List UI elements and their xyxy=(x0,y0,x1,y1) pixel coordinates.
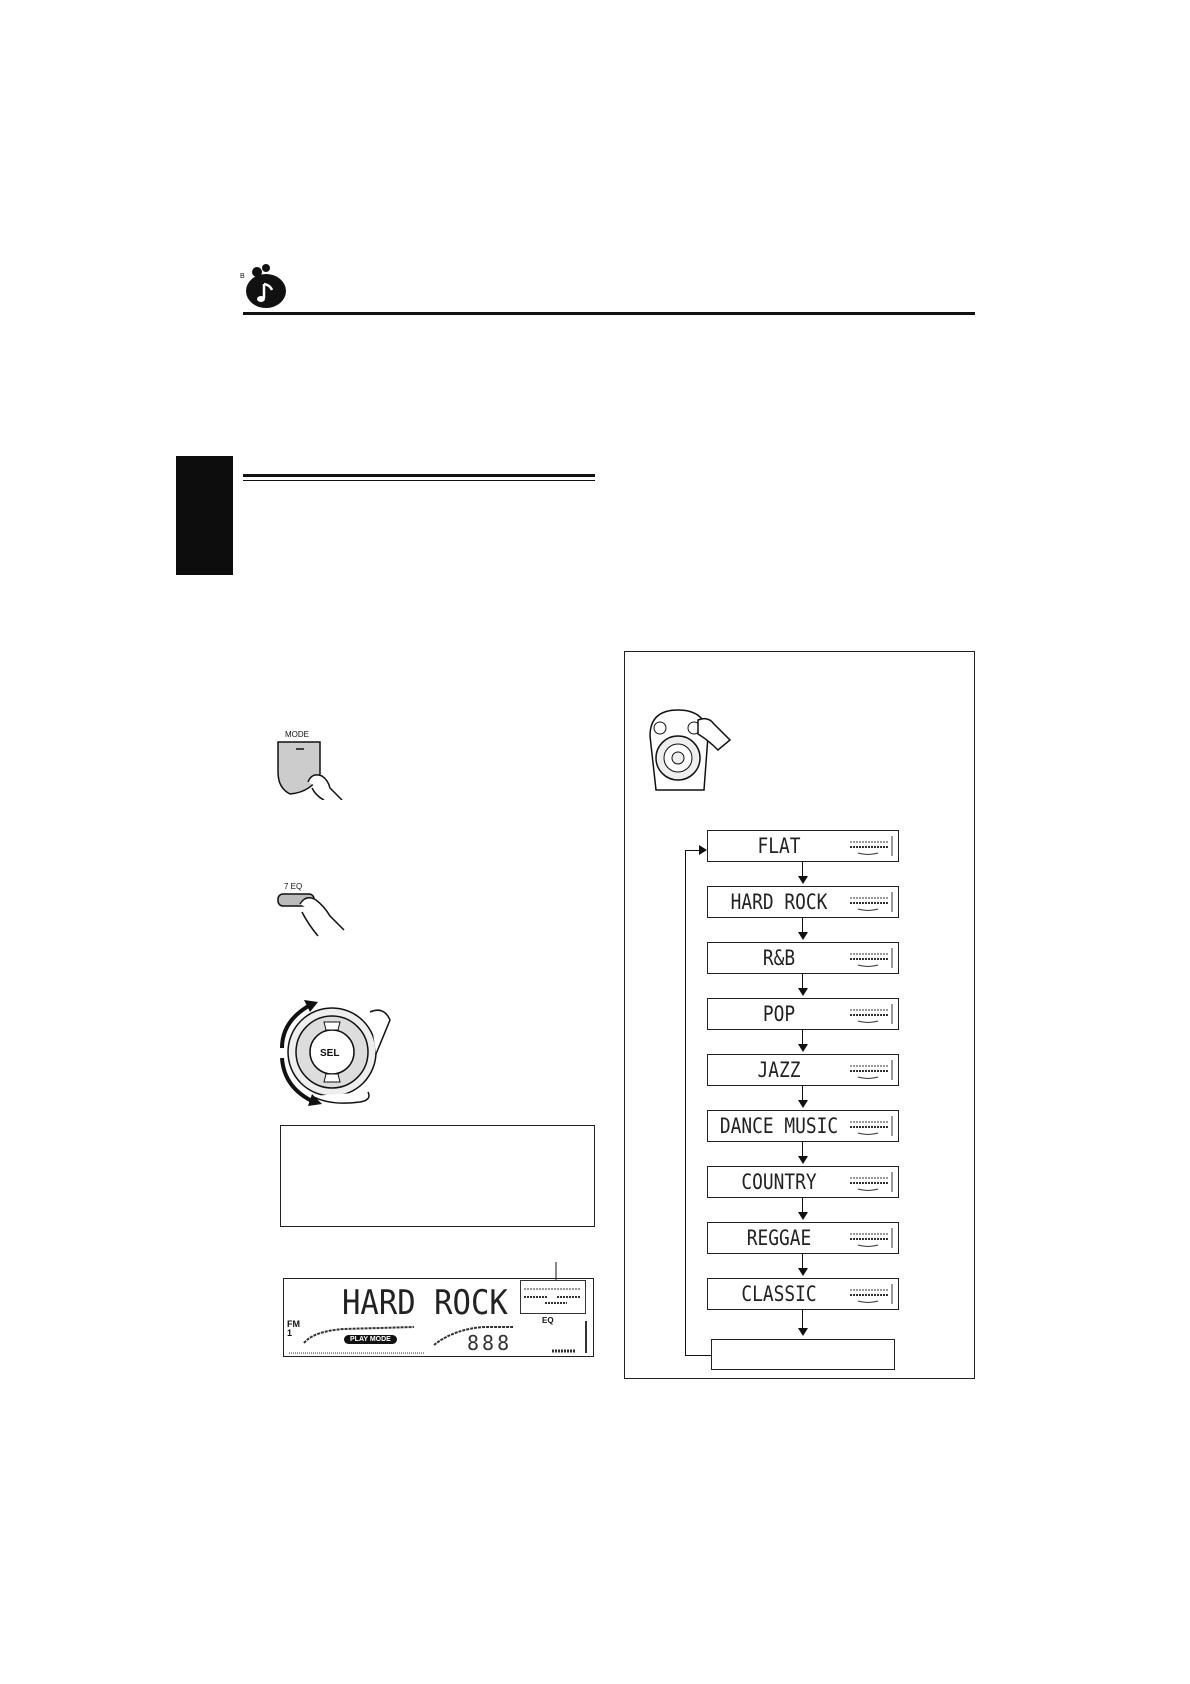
down-arrow-icon xyxy=(798,1212,808,1220)
eq-bars-icon xyxy=(848,834,894,858)
loop-line-bottom xyxy=(685,1355,711,1356)
eq-mode-name: FLAT xyxy=(757,834,801,858)
eq-mode-name: POP xyxy=(762,1002,796,1026)
right-arrow-icon xyxy=(699,845,707,855)
note-box xyxy=(280,1125,595,1227)
eq-mode-name: COUNTRY xyxy=(741,1170,817,1194)
eq-button-illustration xyxy=(272,880,352,942)
down-arrow-icon xyxy=(798,1328,808,1336)
eq-bars-icon xyxy=(848,1226,894,1250)
section-rule xyxy=(243,474,595,481)
mode-label: MODE xyxy=(285,730,309,739)
eq-mode-item xyxy=(707,1110,899,1142)
music-note-icon xyxy=(237,262,289,310)
down-arrow-icon xyxy=(798,1044,808,1052)
loop-line-vertical xyxy=(685,850,686,1356)
eq-mode-name: R&B xyxy=(762,946,796,970)
eq-button-label: 7 EQ xyxy=(284,882,303,891)
down-arrow-icon xyxy=(798,932,808,940)
eq-bars-icon xyxy=(521,1281,583,1311)
lcd-eq-label: EQ xyxy=(542,1316,554,1325)
down-arrow-icon xyxy=(798,988,808,996)
eq-mode-item xyxy=(707,1222,899,1254)
header-rule xyxy=(243,312,975,315)
eq-bars-icon xyxy=(848,1114,894,1138)
lcd-digits: 888 xyxy=(467,1331,513,1355)
lcd-band-number: 1 xyxy=(287,1328,293,1338)
eq-mode-item-end xyxy=(711,1339,895,1370)
mode-button-illustration xyxy=(272,728,352,800)
eq-mode-name: JAZZ xyxy=(757,1058,801,1082)
lcd-display xyxy=(283,1278,594,1357)
eq-mode-item xyxy=(707,942,899,974)
lcd-segments xyxy=(284,1317,595,1357)
down-arrow-icon xyxy=(798,1156,808,1164)
lcd-play-mode: PLAY MODE xyxy=(344,1335,397,1344)
eq-mode-item xyxy=(707,1054,899,1086)
down-arrow-icon xyxy=(798,1100,808,1108)
arrow-stem xyxy=(802,1310,803,1329)
lcd-main-text: HARD ROCK xyxy=(342,1283,508,1323)
section-tab xyxy=(176,456,233,575)
lcd-band-label: FM xyxy=(287,1319,300,1329)
down-arrow-icon xyxy=(798,876,808,884)
sel-label: SEL xyxy=(320,1048,340,1059)
down-arrow-icon xyxy=(798,1268,808,1276)
eq-bars-icon xyxy=(848,1282,894,1306)
eq-bars-icon xyxy=(848,946,894,970)
remote-control-icon xyxy=(642,706,734,792)
eq-mode-name: REGGAE xyxy=(746,1226,812,1250)
eq-mode-name: HARD ROCK xyxy=(730,890,828,914)
lcd-eq-frame xyxy=(520,1280,586,1314)
svg-text:B: B xyxy=(240,273,245,280)
eq-mode-name: CLASSIC xyxy=(741,1282,817,1306)
eq-bars-icon xyxy=(848,1002,894,1026)
eq-bars-icon xyxy=(848,890,894,914)
eq-mode-item xyxy=(707,1278,899,1310)
eq-mode-item xyxy=(707,998,899,1030)
eq-mode-name: DANCE MUSIC xyxy=(719,1114,839,1138)
eq-mode-item xyxy=(707,1166,899,1198)
eq-mode-item xyxy=(707,886,899,918)
rotary-dial-icon xyxy=(272,992,412,1114)
eq-bars-icon xyxy=(848,1058,894,1082)
eq-bars-icon xyxy=(848,1170,894,1194)
eq-mode-item xyxy=(707,830,899,862)
